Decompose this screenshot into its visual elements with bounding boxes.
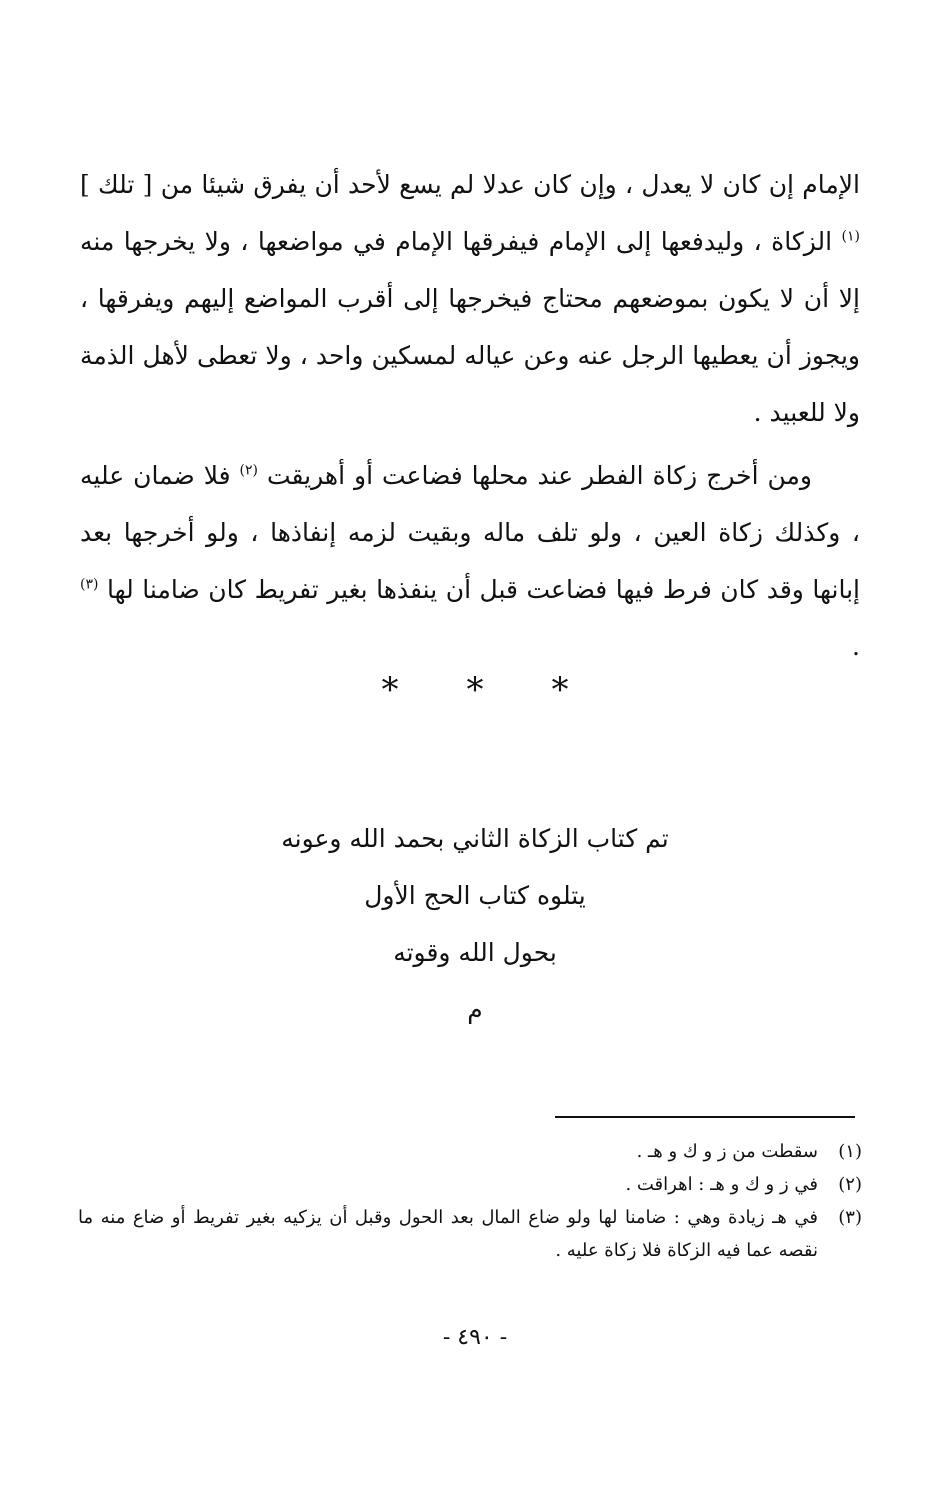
footnote-ref-1: (١) <box>841 228 860 245</box>
paragraph-2-end: . <box>852 632 860 661</box>
star-glyph: * <box>551 670 569 710</box>
closing-colophon <box>0 810 950 1038</box>
footnote-1 <box>78 1135 862 1168</box>
footnote-ref-3: (٣) <box>80 576 99 593</box>
footnote-text: في ز و ك و هـ : اهراقت . <box>625 1174 818 1195</box>
paragraph-1 <box>80 156 860 441</box>
footnote-text: سقطت من ز و ك و هـ . <box>636 1141 818 1162</box>
paragraph-1-continuation: الزكاة ، وليدفعها إلى الإمام فيفرقها الإمام في مواضعها ، ولا يخرجها منه إلا أن لا يكون بموضعهم محتاج فيخرجها إلى أقرب المواضع إليهم ويفرقها ، ويجوز أن يعطيها الرجل عنه وعن عياله لمسكين واحد ، ولا تعطى لأهل الذمة ولا للعبيد . <box>80 227 860 427</box>
paragraph-2-text: ومن أخرج زكاة الفطر عند محلها فضاعت أو أهريقت <box>266 461 812 490</box>
footnote-ref-2: (٢) <box>239 462 259 479</box>
closing-line-3: بحول الله وقوته <box>393 938 557 967</box>
paragraph-1-text: الإمام إن كان لا يعدل ، وإن كان عدلا لم يسع لأحد أن يفرق شيئا من [ تلك ] <box>80 170 860 199</box>
star-glyph: * <box>466 670 484 710</box>
footnote-number: (٣) <box>838 1207 862 1228</box>
star-glyph: * <box>381 670 399 710</box>
footnote-text: في هـ زيادة وهي : ضامنا لها ولو ضاع المال بعد الحول وقبل أن يزكيه بغير تفريط أو ضاع منه ما نقصه عما فيه الزكاة فلا زكاة عليه . <box>78 1207 818 1261</box>
closing-line-2: يتلوه كتاب الحج الأول <box>364 881 586 910</box>
paragraph-2-continuation: فلا ضمان عليه ، وكذلك زكاة العين ، ولو تلف ماله وبقيت لزمه إنفاذها ، ولو أخرجها بعد إبانها وقد كان فرط فيها فضاعت قبل أن ينفذها بغير تفريط كان ضامنا لها <box>80 461 860 604</box>
footnote-number: (١) <box>838 1141 862 1162</box>
closing-line-4: م <box>467 995 483 1024</box>
page-number: - ٤٩٠ - <box>442 1325 508 1350</box>
closing-line-1: تم كتاب الزكاة الثاني بحمد الله وعونه <box>281 824 669 853</box>
paragraph-2 <box>80 447 860 675</box>
section-divider-stars <box>0 670 950 710</box>
footnote-3 <box>78 1201 862 1267</box>
footnote-number: (٢) <box>838 1174 862 1195</box>
footnote-2 <box>78 1168 862 1201</box>
footnote-separator <box>555 1116 855 1118</box>
main-text <box>80 156 860 675</box>
footnotes <box>78 1135 862 1267</box>
